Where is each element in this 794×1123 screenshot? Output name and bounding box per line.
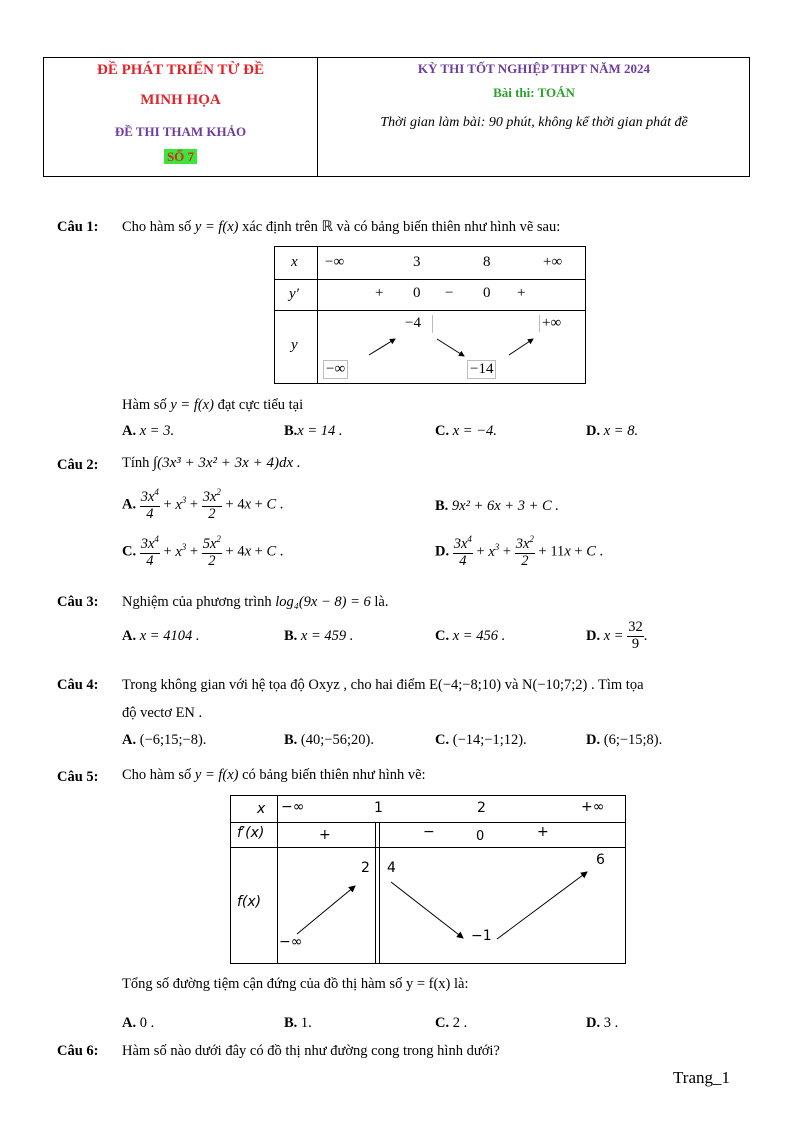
- q5-ask: Tổng số đường tiệm cận đứng của đồ thị hàm số y = f(x) là:: [122, 976, 469, 992]
- q5-label: Câu 5:: [57, 769, 99, 785]
- exam-header: [43, 57, 750, 177]
- q6-text: Hàm số nào dưới đây có đồ thị như đường cong trong hình dưới?: [122, 1043, 500, 1059]
- q1-option-d[interactable]: D. x = 8.: [586, 423, 639, 439]
- q3-label: Câu 3:: [57, 594, 99, 610]
- page-number: Trang_1: [673, 1068, 730, 1087]
- q2-option-c[interactable]: C. $\frac{3x^4}{4}$ + $x^3$ + $\frac{5x^2}{2}$ + 4x + C .: [122, 534, 284, 569]
- q3-option-a[interactable]: A. x = 4104 .: [122, 628, 200, 644]
- header-right-line3: Thời gian làm bài: 90 phút, không kể thời gian phát đề: [380, 115, 688, 130]
- header-left-line3: ĐỀ THI THAM KHẢO: [114, 124, 247, 139]
- q1-arrows: [275, 247, 587, 385]
- q4-option-b[interactable]: B. (40;−56;20).: [284, 732, 374, 748]
- q3-text: Nghiệm của phương trình log₄(9x − 8) = 6 là.: [122, 594, 389, 610]
- q1-option-b[interactable]: B.x = 14 .: [284, 423, 343, 439]
- q2-option-a[interactable]: A. $\frac{3x^4}{4}$ + $x^3$ + $\frac{3x^2}{2}$ + 4x + C .: [122, 487, 284, 522]
- q5-arrows: [231, 796, 627, 965]
- q3-option-b[interactable]: B. x = 459 .: [284, 628, 354, 644]
- q5-option-d[interactable]: D. 3 .: [586, 1015, 619, 1031]
- q5-option-b[interactable]: B. 1.: [284, 1015, 312, 1031]
- q4-line2: độ vectơ EN .: [122, 705, 203, 721]
- header-right-line1: KỲ THI TỐT NGHIỆP THPT NĂM 2024: [417, 61, 651, 76]
- q2-option-b[interactable]: B. 9x² + 6x + 3 + C .: [435, 498, 559, 514]
- q1-option-c[interactable]: C. x = −4.: [435, 423, 497, 439]
- q3-option-d[interactable]: D. x = $\frac{32}{9}$ .: [586, 619, 648, 652]
- q6-label: Câu 6:: [57, 1043, 99, 1059]
- q4-line1: Trong không gian với hệ tọa độ Oxyz , cho hai điểm E(−4;−8;10) và N(−10;7;2) . Tìm tọa: [122, 677, 644, 693]
- q1-text: Cho hàm số y = f(x) xác định trên ℝ và có bảng biến thiên như hình vẽ sau:: [122, 219, 561, 235]
- q5-option-c[interactable]: C. 2 .: [435, 1015, 468, 1031]
- q2-text: Tính ∫(3x³ + 3x² + 3x + 4)dx .: [122, 455, 301, 471]
- q4-label: Câu 4:: [57, 677, 99, 693]
- q2-option-d[interactable]: D. $\frac{3x^4}{4}$ + $x^3$ + $\frac{3x^2}{2}$ + 11x + C .: [435, 534, 604, 569]
- q4-option-a[interactable]: A. (−6;15;−8).: [122, 732, 207, 748]
- q3-option-c[interactable]: C. x = 456 .: [435, 628, 506, 644]
- header-left-line2: MINH HỌA: [140, 92, 221, 108]
- header-right-line2: Bài thi: TOÁN: [493, 85, 575, 100]
- q1-variation-table: x −∞ 3 8 +∞ y′ + 0 − 0 + y −4 +∞ −∞ −14: [274, 246, 586, 384]
- q1-option-a[interactable]: A. x = 3.: [122, 423, 175, 439]
- q4-option-d[interactable]: D. (6;−15;8).: [586, 732, 663, 748]
- exam-number-badge: SỐ 7: [164, 149, 197, 164]
- q2-label: Câu 2:: [57, 457, 99, 473]
- q1-ask: Hàm số y = f(x) đạt cực tiểu tại: [122, 397, 304, 413]
- q1-label: Câu 1:: [57, 219, 99, 235]
- q4-option-c[interactable]: C. (−14;−1;12).: [435, 732, 527, 748]
- q5-option-a[interactable]: A. 0 .: [122, 1015, 155, 1031]
- header-left-line1: ĐỀ PHÁT TRIỂN TỪ ĐỀ: [97, 62, 264, 78]
- q5-text: Cho hàm số y = f(x) có bảng biến thiên như hình vẽ:: [122, 767, 426, 783]
- q5-variation-table: x −∞ 1 2 +∞ f′(x) + − 0 + f(x) 2 4 6 −∞ −1: [230, 795, 626, 964]
